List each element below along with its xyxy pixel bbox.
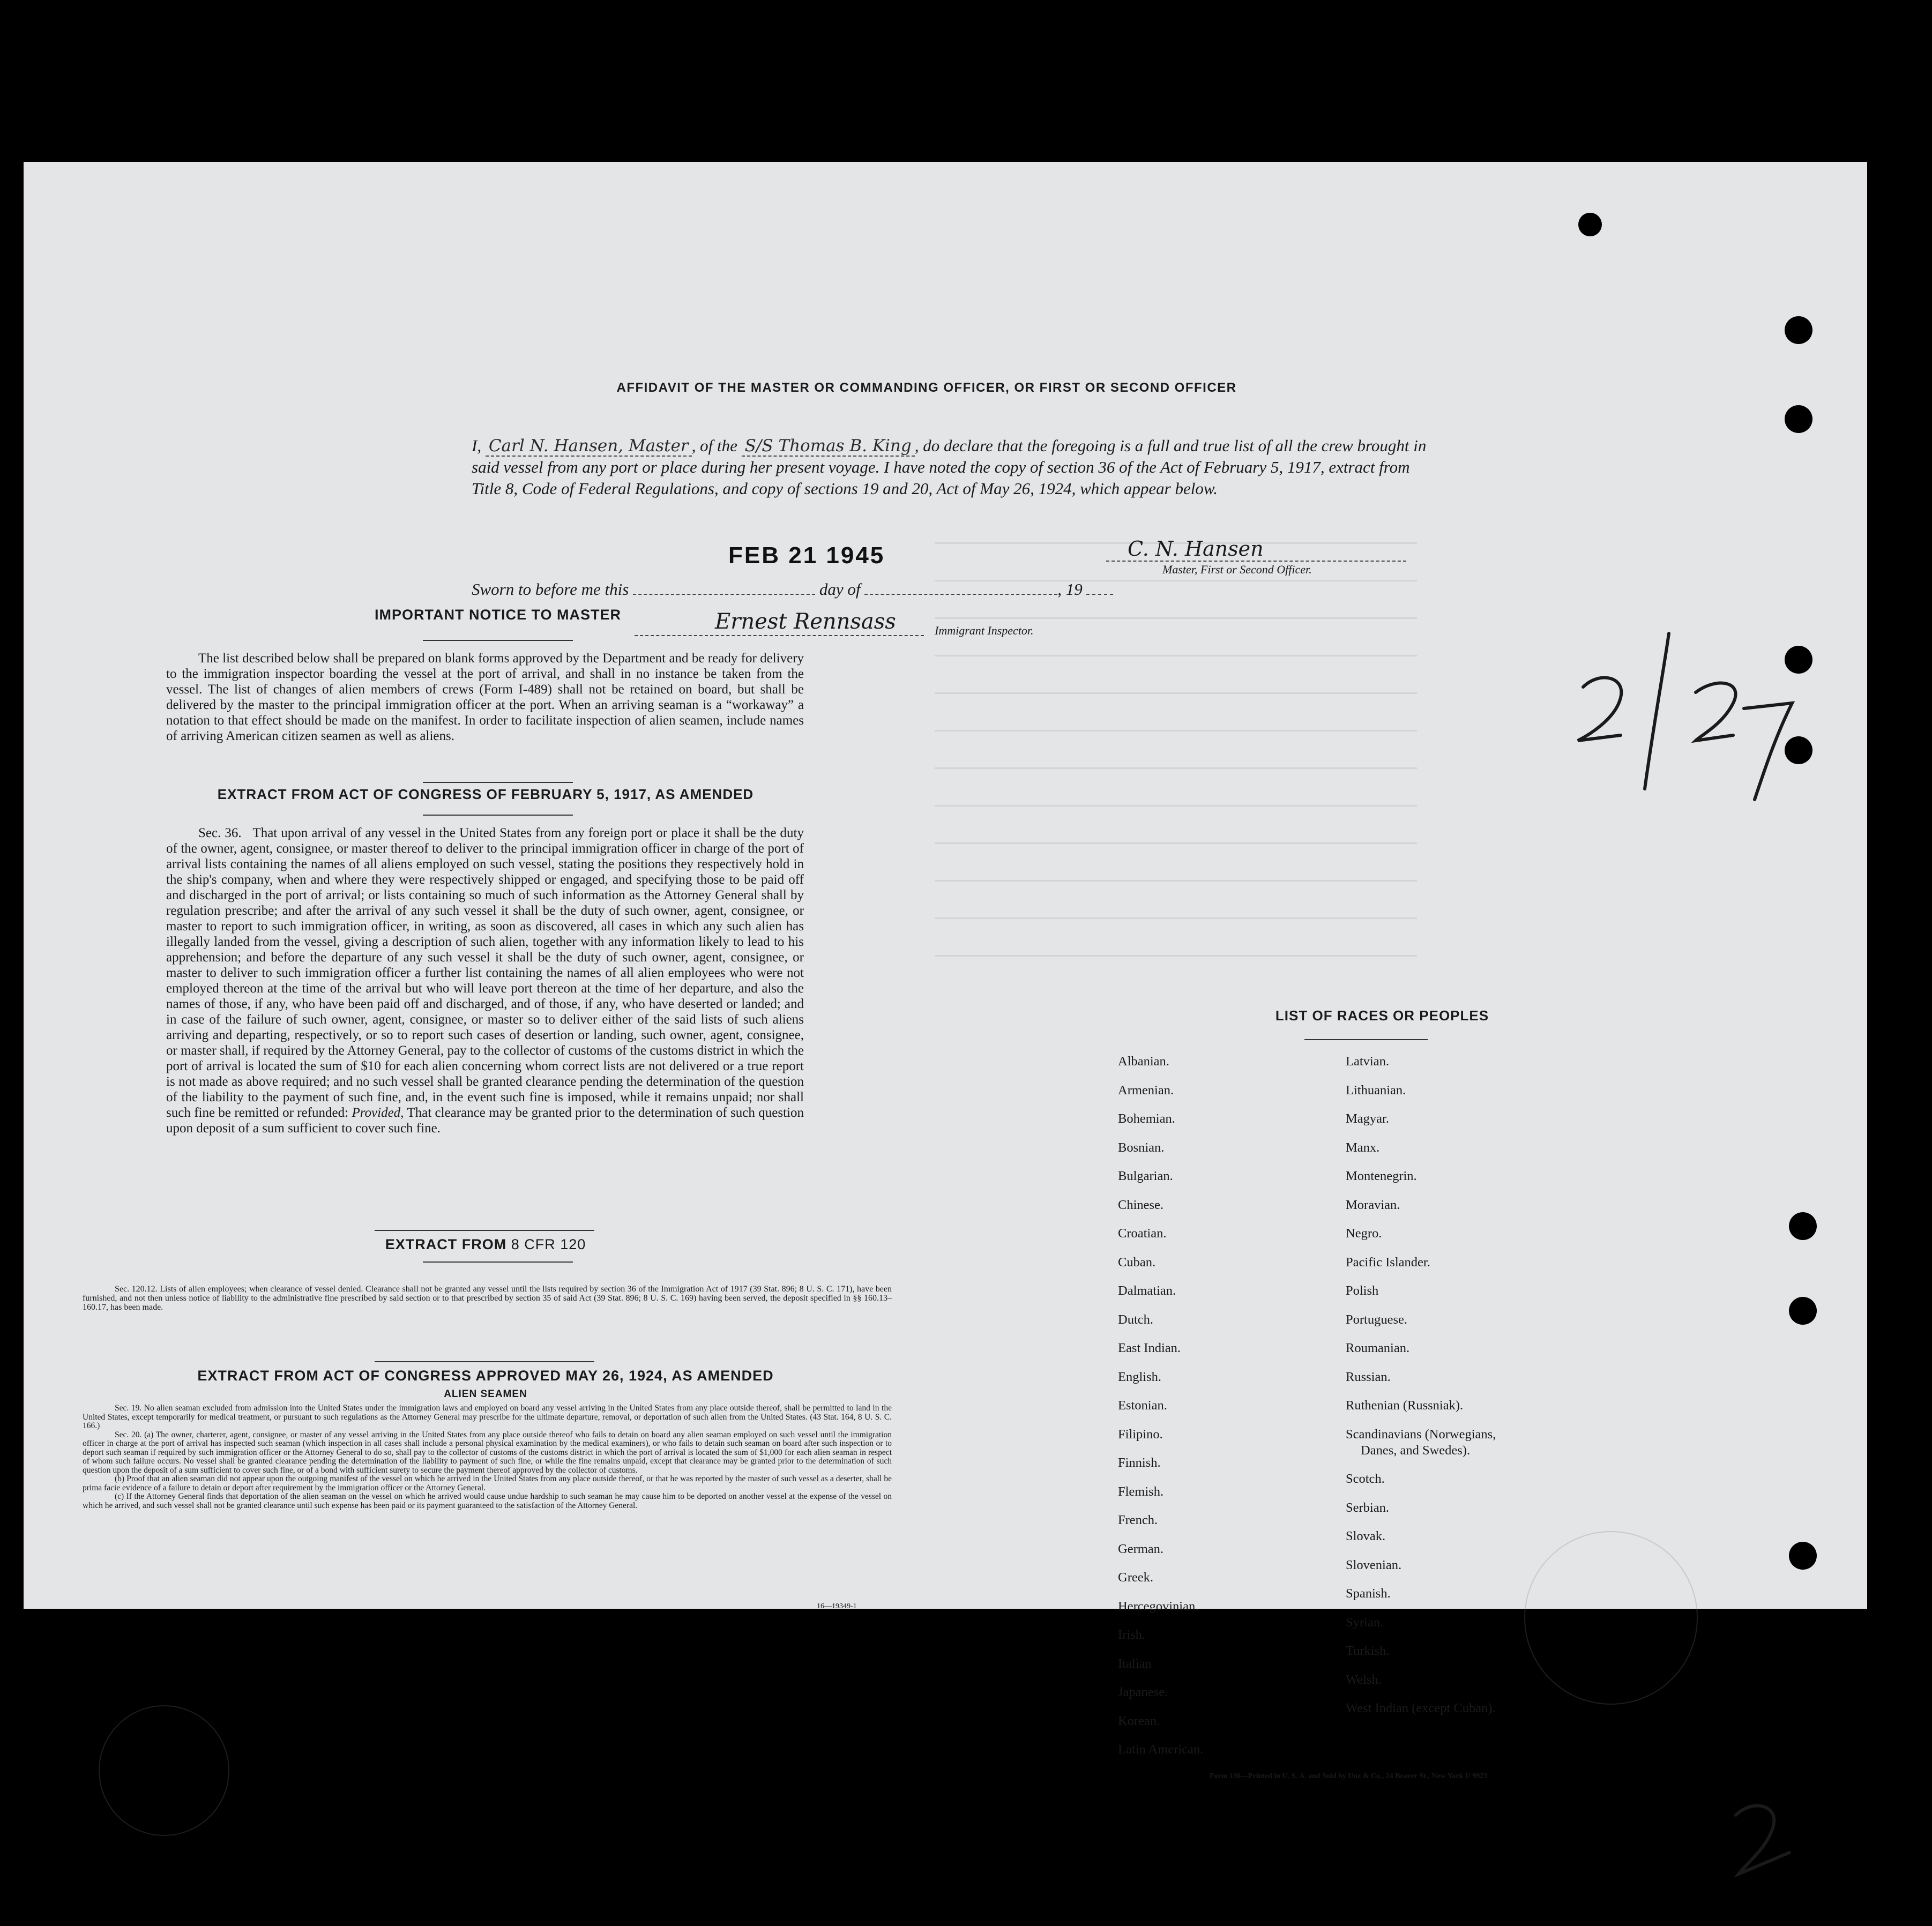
race-item: Dalmatian.	[1118, 1283, 1176, 1298]
sec-20b-text: (b) Proof that an alien seaman did not appear upon the outgoing manifest of the vessel on which he arrived in the United States from any place outside thereof, or that he was reported by the master of such vessel as a deserter, shall be prima facie evidence of a failure to detain or deport after requirement by the immigration officer or the Attorney General.	[83, 1474, 892, 1492]
race-item: German.	[1118, 1541, 1164, 1556]
race-item: Irish.	[1118, 1628, 1146, 1642]
notice-rule	[423, 640, 573, 641]
race-item: Chinese.	[1118, 1197, 1164, 1212]
race-item: Slovenian.	[1346, 1557, 1402, 1572]
race-item: Finnish.	[1118, 1455, 1161, 1470]
race-item: East Indian.	[1118, 1341, 1181, 1355]
punch-hole	[1785, 736, 1812, 764]
race-item: Estonian.	[1118, 1398, 1167, 1413]
sworn-year-blank	[1086, 582, 1113, 595]
extract-1917-text	[166, 825, 804, 1136]
race-item: Latin American.	[1118, 1742, 1204, 1757]
race-item: Hercegovinian.	[1118, 1599, 1199, 1614]
sec-20c-text: (c) If the Attorney General finds that deportation of the alien seaman on the vessel on which he arrived would cause undue hardship to such seaman he may cause him to be deported on another vessel at the expense of the vessel on which he arrived, and such vessel shall not be granted clearance until such expense has been paid or its payment guaranteed to the satisfaction of the Attorney General.	[83, 1492, 892, 1510]
sec-19-text: Sec. 19. No alien seaman excluded from admission into the United States under the immigration laws and employed on board any vessel arriving in the United States from any place outside thereof, shall be permitted to land in the United States, except temporarily for medical treatment, or pursuant to such regulations as the Attorney General may prescribe for the ultimate departure, removal, or deportation of such alien from the United States. (43 Stat. 164, 8 U. S. C. 166.)	[83, 1404, 892, 1430]
race-item: Filipino.	[1118, 1427, 1163, 1442]
race-item: Albanian.	[1118, 1054, 1169, 1069]
race-item: Japanese.	[1118, 1685, 1168, 1699]
race-item: Ruthenian (Russniak).	[1346, 1398, 1464, 1413]
extract-1917-rule	[423, 815, 573, 816]
punch-hole	[1789, 1630, 1817, 1658]
race-item: Lithuanian.	[1346, 1083, 1406, 1098]
sworn-prefix: Sworn to before me this	[472, 580, 629, 599]
document-page	[24, 162, 1867, 1780]
extract-1924-text	[83, 1404, 892, 1510]
embossed-seal	[1524, 1531, 1698, 1705]
extract-1924-heading: EXTRACT FROM ACT OF CONGRESS APPROVED MAY 26, 1924, AS AMENDED	[197, 1368, 774, 1384]
race-item: Bosnian.	[1118, 1140, 1165, 1155]
race-item: Manx.	[1346, 1140, 1380, 1155]
races-rule	[1304, 1039, 1428, 1040]
race-item: West Indian (except Cuban).	[1346, 1701, 1496, 1715]
corner-mark-annotation	[1725, 1794, 1800, 1879]
i-label: I,	[472, 436, 482, 455]
race-item: Bohemian.	[1118, 1111, 1175, 1126]
extract-cfr-top-rule	[375, 1230, 594, 1231]
race-item: Scandinavians (Norwegians,	[1346, 1427, 1496, 1442]
race-item: Latvian.	[1346, 1054, 1389, 1069]
affidavit-title: AFFIDAVIT OF THE MASTER OR COMMANDING OFFICER, OR FIRST OR SECOND OFFICER	[616, 380, 1237, 395]
punch-hole	[1785, 405, 1812, 433]
extract-cfr-heading-bold: EXTRACT FROM	[385, 1236, 507, 1252]
do-declare-label: , do declare	[914, 436, 993, 455]
alien-seamen-subheading: ALIEN SEAMEN	[444, 1388, 527, 1400]
vessel-name-handwritten: S/S Thomas B. King	[742, 436, 915, 457]
race-item: Welsh.	[1346, 1672, 1382, 1687]
race-item: Portuguese.	[1346, 1312, 1407, 1327]
of-the-label: , of the	[691, 436, 737, 455]
race-item: Moravian.	[1346, 1197, 1400, 1212]
extract-cfr-heading-rest: 8 CFR 120	[511, 1236, 586, 1252]
inspector-caption: Immigrant Inspector.	[935, 624, 1034, 637]
master-name-handwritten: Carl N. Hansen, Master	[486, 436, 692, 457]
race-item: English.	[1118, 1369, 1161, 1384]
master-signature-caption: Master, First or Second Officer.	[1162, 563, 1312, 576]
race-item: Cuban.	[1118, 1255, 1156, 1270]
sworn-month-blank	[864, 582, 1057, 595]
race-item: Greek.	[1118, 1570, 1153, 1585]
race-item: Spanish.	[1346, 1586, 1391, 1601]
races-left-column	[1118, 1054, 1343, 1772]
race-item: Flemish.	[1118, 1484, 1164, 1499]
race-item: Scotch.	[1346, 1472, 1385, 1486]
sec-20a-text: Sec. 20. (a) The owner, charterer, agent, consignee, or master of any vessel arriving in the United States from any place outside thereof who fails to detain on board any alien seaman employed on such vessel until the immigration officer in charge at the port of arrival has inspected such seaman (which inspection in all cases shall include a personal physical examination by the medical examiners), or who fails to detain such seaman on board after such inspection or to deport such seaman if required by such immigration officer or the Attorney General to do so, shall pay to the collector of customs of the customs district in which the port of arrival is located the sum of $1,000 for each alien seaman in respect of whom such failure occurs. No vessel shall be granted clearance pending the determination of the liability to payment of such fine, or while the fine remains unpaid, except that clearance may be granted prior to the determination of such question upon the deposit of a sum sufficient to cover such fine, or of a bond with sufficient surety to secure the payment thereof approved by the collector of customs.	[83, 1430, 892, 1475]
sworn-line	[472, 580, 1113, 599]
race-item: Korean.	[1118, 1713, 1160, 1728]
race-item: Serbian.	[1346, 1500, 1389, 1515]
affidavit-body: that the foregoing is a full and true list of all the crew brought in said vessel from any port or place during her present voyage. I have noted the copy of section 36 of the Act of February 5, 1917, extract from Title 8, Code of Federal Regulations, and copy of sections 19 and 20, Act of May 26, 1924, which appear below.	[472, 436, 1427, 498]
form-code: 16—19349-1	[817, 1602, 857, 1610]
day-of-label: day of	[819, 580, 861, 599]
race-item: Syrian.	[1346, 1615, 1384, 1630]
inspector-signature: Ernest Rennsass	[715, 609, 896, 634]
race-item: Croatian.	[1118, 1226, 1167, 1241]
extract-cfr-heading	[164, 1236, 807, 1253]
race-item: Russian.	[1346, 1369, 1391, 1384]
punch-hole	[1785, 646, 1812, 674]
extract-cfr-text: Sec. 120.12. Lists of alien employees; when clearance of vessel denied. Clearance shall not be granted any vessel until the lists required by section 36 of the Immigration Act of 1917 (39 Stat. 896; 8 U. S. C. 171), have been furnished, and not then unless notice of liability to the administrative fine prescribed by said section or to that prescribed by section 35 of said Act (39 Stat. 896; 8 U. S. C. 169) having been served, the deposit specified in §§ 160.13–160.17, has been made.	[83, 1285, 892, 1312]
races-heading: LIST OF RACES OR PEOPLES	[1275, 1007, 1489, 1024]
master-signature-line	[1106, 537, 1406, 562]
extract-1924-top-rule	[375, 1361, 594, 1362]
date-2-27-annotation	[1562, 628, 1808, 810]
punch-hole	[1789, 1542, 1817, 1570]
race-item: Negro.	[1346, 1226, 1382, 1241]
affidavit-declaration	[472, 435, 1436, 499]
race-item: Slovak.	[1346, 1529, 1386, 1543]
year-prefix: , 19	[1057, 580, 1083, 599]
sworn-day-blank	[633, 582, 815, 595]
printer-footer: Form 136—Printed in U. S. A. and Sold by Unz & Co., 24 Beaver St., New York U 9923	[1210, 1772, 1488, 1780]
embossed-seal-lower-left	[99, 1705, 229, 1836]
punch-hole	[1789, 1297, 1817, 1325]
race-item: Roumanian.	[1346, 1341, 1410, 1355]
race-item: French.	[1118, 1513, 1158, 1527]
extract-1917-heading: EXTRACT FROM ACT OF CONGRESS OF FEBRUARY 5, 1917, AS AMENDED	[217, 786, 754, 802]
race-item: Danes, and Swedes).	[1361, 1443, 1471, 1458]
race-item: Montenegrin.	[1346, 1169, 1417, 1183]
date-stamp: FEB 21 1945	[728, 542, 885, 569]
notice-text: The list described below shall be prepared on blank forms approved by the Department and be ready for delivery to the immigration inspector boarding the vessel at the port of arrival, and shall in no instance be taken from the vessel. The list of changes of alien members of crews (Form I-489) shall not be retained on board, but shall be delivered by the master to the principal immigration officer at the port. When an arriving seaman is a “workaway” a notation to that effect should be made on the manifest. In order to facilitate inspection of alien seamen, include names of arriving American citizen seamen as well as aliens.	[166, 651, 804, 743]
master-signature: C. N. Hansen	[1128, 537, 1264, 561]
notice-heading: IMPORTANT NOTICE TO MASTER	[375, 607, 621, 623]
extract-cfr-rule	[423, 1261, 573, 1263]
race-item: Dutch.	[1118, 1312, 1153, 1327]
race-item: Polish	[1346, 1283, 1379, 1298]
provided-label: Provided,	[352, 1106, 404, 1120]
punch-hole	[1789, 1212, 1817, 1240]
provided-text: That clearance may be granted prior to the determination of such question upon deposit of a sum sufficient to cover such fine.	[166, 1106, 804, 1136]
race-item: Turkish.	[1346, 1644, 1390, 1658]
sec-36-text: That upon arrival of any vessel in the United States from any foreign port or place it shall be the duty of the owner, agent, consignee, or master thereof to deliver to the principal immigration officer in charge of the port of arrival lists containing the names of all aliens employed on such vessel, stating the positions they respectively hold in the ship's company, when and where they were respectively shipped or engaged, and specifying those to be paid off and discharged in the port of arrival; or lists containing so much of such information as the Attorney General shall by regulation prescribe; and after the arrival of any such vessel it shall be the duty of such owner, agent, consignee, or master to report to such immigration officer, in writing, as soon as discovered, all cases in which any such alien has illegally landed from the vessel, giving a description of such alien, together with any information likely to lead to his apprehension; and before the departure of any such vessel it shall be the duty of such owner, agent, consignee, or master to deliver to such immigration officer a further list containing the names of all alien employees who were not employed thereon at the time of the arrival but who will leave port thereon at the time of her departure, and also the names of those, if any, who have been paid off and discharged, and of those, if any, who have deserted or landed; and in case of the failure of such owner, agent, consignee, or master so to deliver either of the said lists of such aliens arriving and departing, respectively, or so to report such cases of desertion or landing, such owner, agent, consignee, or master shall, if required by the Attorney General, pay to the collector of customs of the customs district in which the port of arrival is located the sum of $10 for each alien concerning whom correct lists are not delivered or a true report is not made as above required; and no such vessel shall be granted clearance pending the determination of the question of the liability to the payment of such fine, and, in the event such fine is imposed, while it remains unpaid; nor shall such fine be remitted or refunded:	[166, 826, 804, 1120]
race-item: Italian	[1118, 1656, 1152, 1671]
race-item: Pacific Islander.	[1346, 1255, 1430, 1270]
race-item: Armenian.	[1118, 1083, 1174, 1098]
punch-hole	[1578, 213, 1602, 236]
punch-hole	[1785, 316, 1812, 344]
race-item: Magyar.	[1346, 1111, 1389, 1126]
sec-36-label: Sec. 36.	[198, 826, 242, 840]
race-item: Bulgarian.	[1118, 1169, 1173, 1183]
extract-1917-top-rule	[423, 782, 573, 783]
